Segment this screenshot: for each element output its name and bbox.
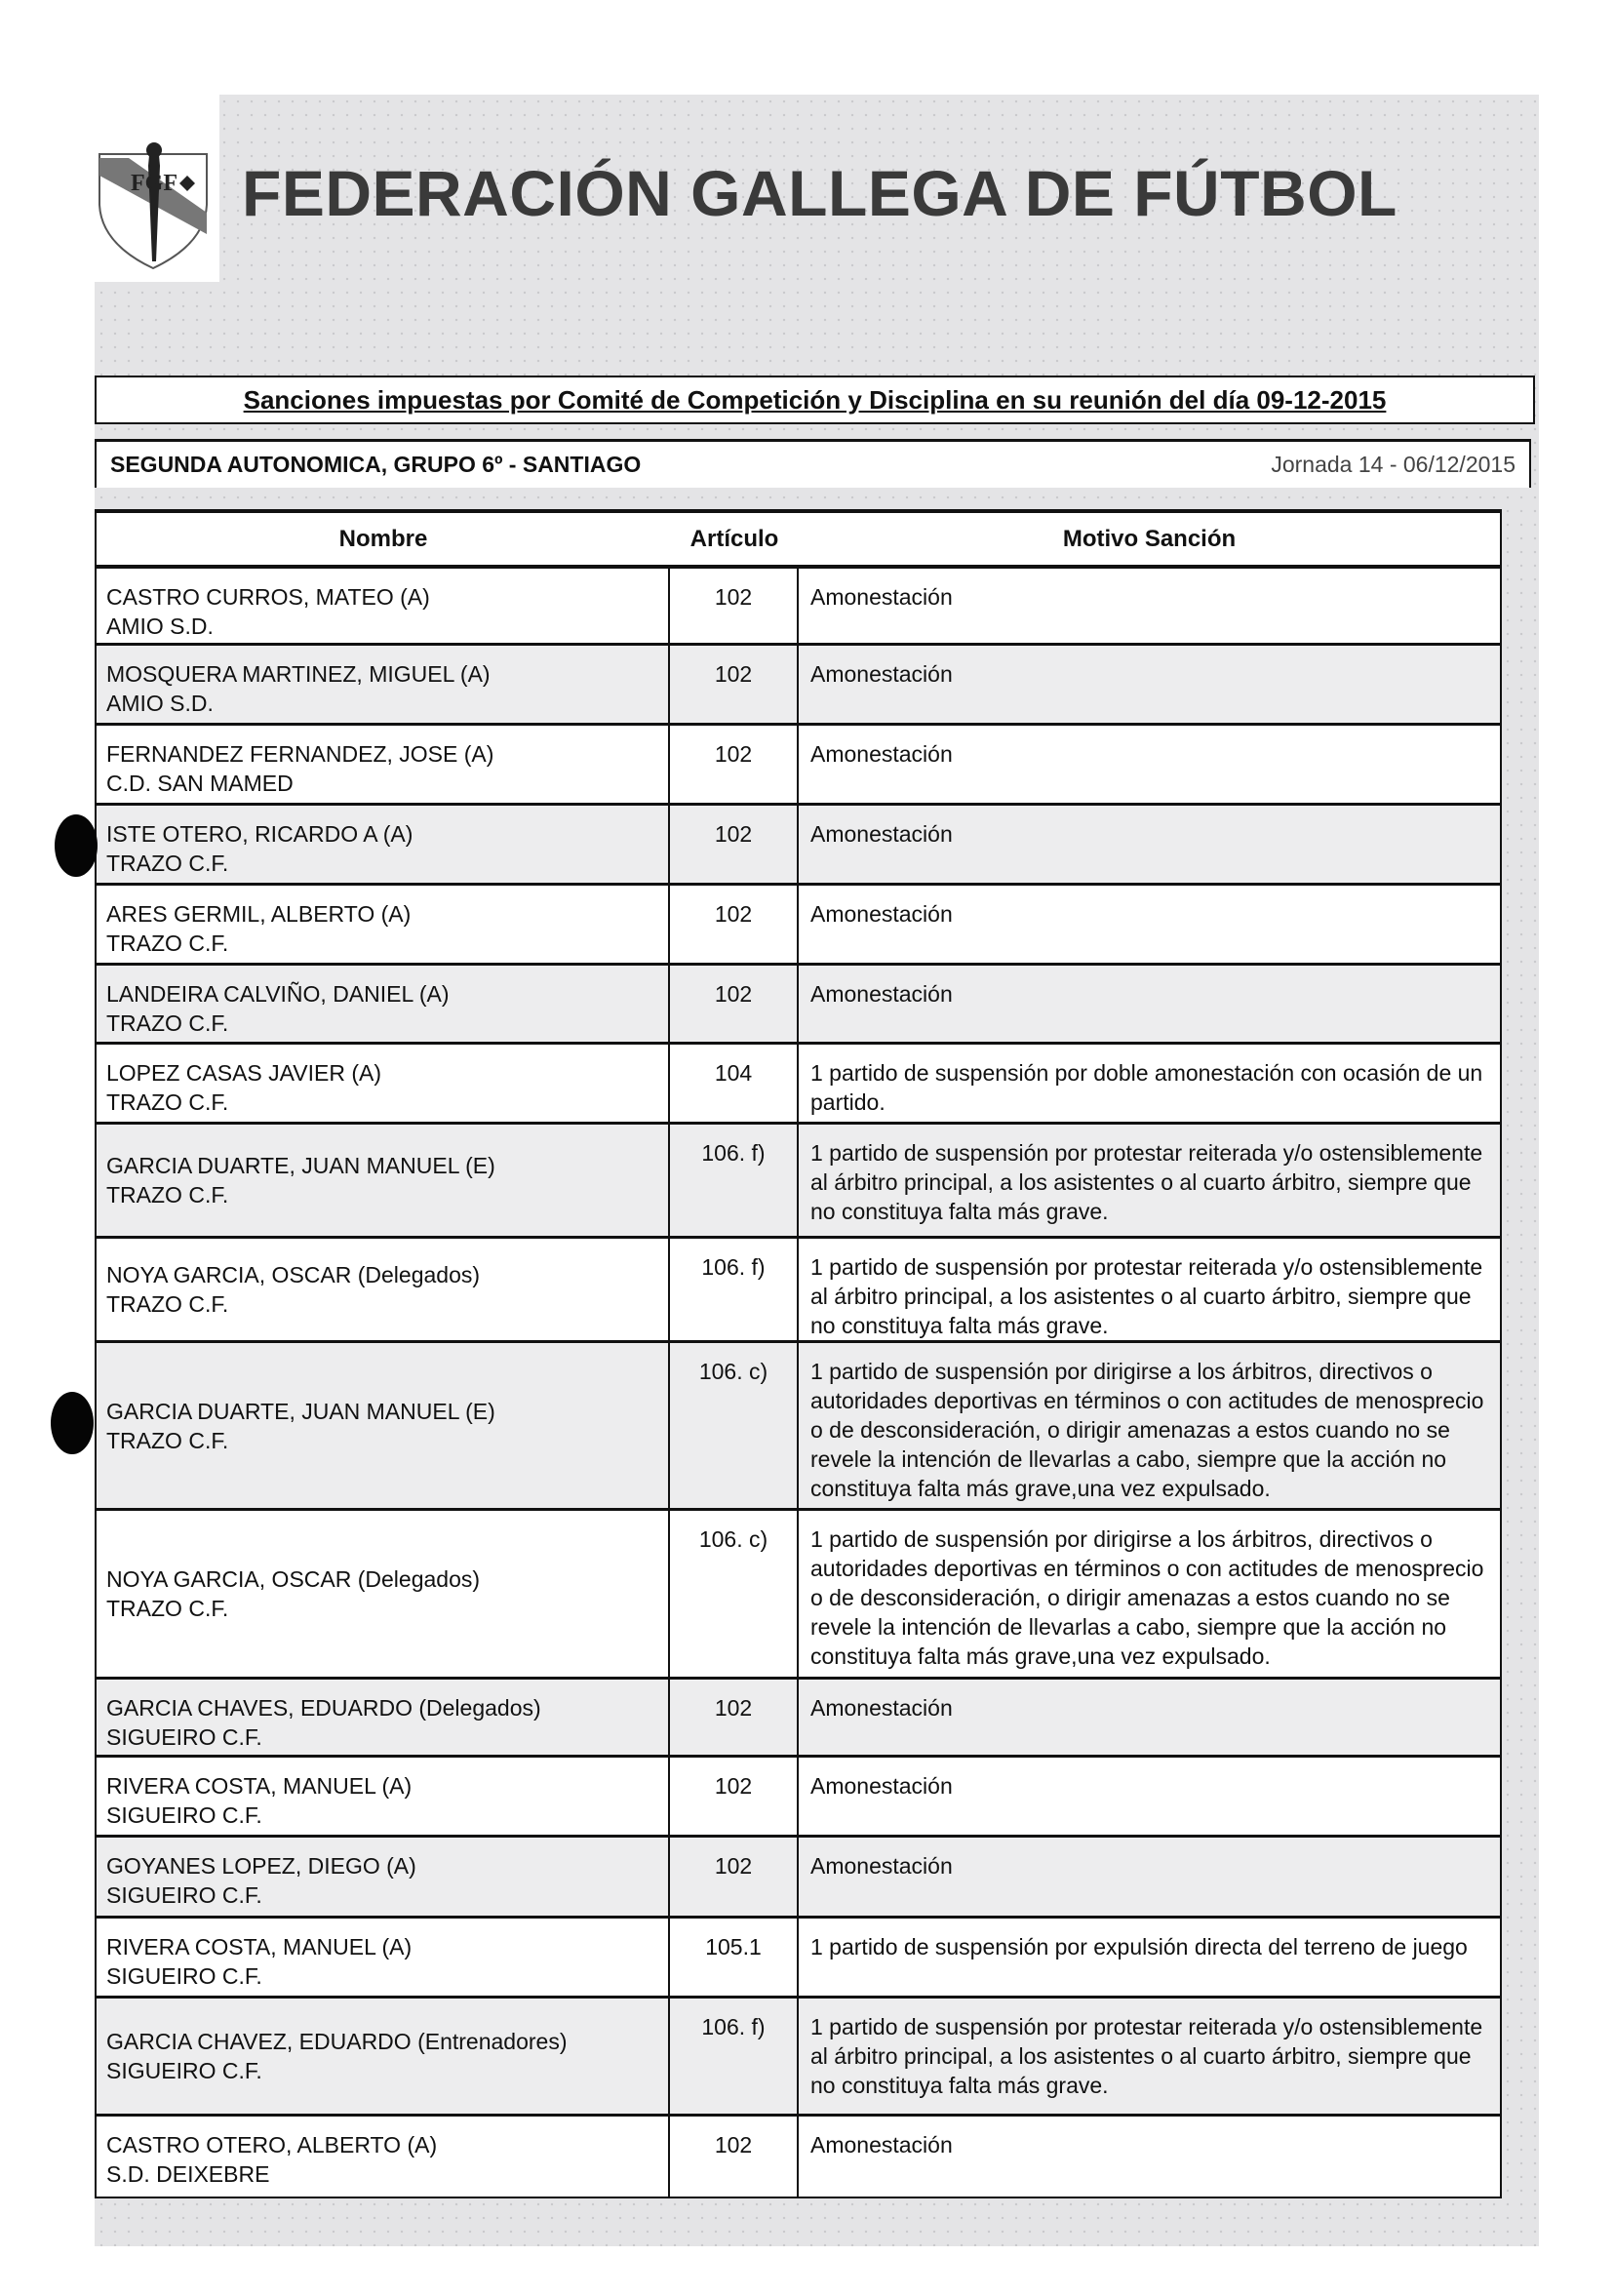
punch-hole <box>55 814 98 877</box>
reason-cell: Amonestación <box>810 741 953 767</box>
club-name: C.D. SAN MAMED <box>106 771 294 796</box>
reason-cell: Amonestación <box>810 821 953 847</box>
jornada-date: Jornada 14 - 06/12/2015 <box>1271 452 1516 477</box>
article-cell: 106. f) <box>670 1239 799 1340</box>
reason-cell: 1 partido de suspensión por expulsión directa del terreno de juego <box>810 1934 1468 1960</box>
article-cell: 102 <box>670 1680 799 1755</box>
person-name: ISTE OTERO, RICARDO A (A) <box>106 821 413 847</box>
club-name: TRAZO C.F. <box>106 1010 229 1036</box>
table-row <box>97 1680 1500 1758</box>
table-row <box>97 1239 1500 1343</box>
name-cell <box>97 1343 670 1508</box>
club-name: TRAZO C.F. <box>106 1182 229 1207</box>
table-row <box>97 569 1500 646</box>
table-row <box>97 1758 1500 1838</box>
table-row <box>97 646 1500 726</box>
article-cell: 105.1 <box>670 1919 799 1996</box>
name-cell <box>97 726 670 803</box>
name-cell <box>97 1239 670 1340</box>
punch-hole <box>51 1392 94 1454</box>
table-row <box>97 966 1500 1045</box>
name-cell <box>97 1045 670 1122</box>
table-row <box>97 1125 1500 1239</box>
name-cell <box>97 1758 670 1835</box>
person-name: GARCIA DUARTE, JUAN MANUEL (E) <box>106 1398 495 1424</box>
svg-text:FGF: FGF <box>131 171 177 196</box>
table-row <box>97 2117 1500 2197</box>
club-name: TRAZO C.F. <box>106 1089 229 1115</box>
club-name: AMIO S.D. <box>106 691 214 716</box>
reason-cell: Amonestación <box>810 661 953 687</box>
column-header-nombre: Nombre <box>338 525 428 552</box>
person-name: GARCIA DUARTE, JUAN MANUEL (E) <box>106 1153 495 1178</box>
article-cell: 104 <box>670 1045 799 1122</box>
reason-cell: 1 partido de suspensión por dirigirse a los árbitros, directivos o autoridades deportivas en términos o con actitudes de menosprecio o de desconsideración, o dirigir amenazas a estos cuando no se revele la intención de llevarlas a cabo, siempre que la acción no constituya falta más grave,una vez expulsado. <box>810 1526 1484 1669</box>
person-name: LOPEZ CASAS JAVIER (A) <box>106 1060 382 1086</box>
article-cell: 102 <box>670 886 799 963</box>
reason-cell: Amonestación <box>810 1773 953 1799</box>
article-cell: 102 <box>670 2117 799 2197</box>
person-name: NOYA GARCIA, OSCAR (Delegados) <box>106 1566 481 1592</box>
club-name: TRAZO C.F. <box>106 1427 229 1453</box>
person-name: CASTRO OTERO, ALBERTO (A) <box>106 2132 438 2157</box>
name-cell <box>97 646 670 723</box>
article-cell: 106. f) <box>670 1999 799 2114</box>
name-cell <box>97 1511 670 1677</box>
document-title-box <box>95 376 1535 424</box>
name-cell <box>97 1680 670 1755</box>
name-cell <box>97 1838 670 1916</box>
person-name: FERNANDEZ FERNANDEZ, JOSE (A) <box>106 741 494 767</box>
competition-group-bar <box>95 439 1531 488</box>
reason-cell: 1 partido de suspensión por doble amonestación con ocasión de un partido. <box>810 1060 1483 1115</box>
table-row <box>97 1838 1500 1919</box>
person-name: GARCIA CHAVEZ, EDUARDO (Entrenadores) <box>106 2029 568 2054</box>
person-name: RIVERA COSTA, MANUEL (A) <box>106 1773 413 1799</box>
column-header-motivo: Motivo Sanción <box>1062 525 1237 552</box>
article-cell: 102 <box>670 726 799 803</box>
club-name: SIGUEIRO C.F. <box>106 1724 262 1750</box>
column-header-articulo: Artículo <box>689 525 779 552</box>
name-cell <box>97 966 670 1042</box>
article-cell: 102 <box>670 1838 799 1916</box>
competition-group: SEGUNDA AUTONOMICA, GRUPO 6º - SANTIAGO <box>110 452 642 477</box>
article-cell: 102 <box>670 1758 799 1835</box>
reason-cell: 1 partido de suspensión por dirigirse a los árbitros, directivos o autoridades deportivas en términos o con actitudes de menosprecio o de desconsideración, o dirigir amenazas a estos cuando no se revele la intención de llevarlas a cabo, siempre que la acción no constituya falta más grave,una vez expulsado. <box>810 1359 1484 1501</box>
reason-cell: 1 partido de suspensión por protestar reiterada y/o ostensiblemente al árbitro principal, a los asistentes o al cuarto árbitro, siempre que no constituya falta más grave. <box>810 2014 1483 2098</box>
name-cell <box>97 806 670 883</box>
person-name: GARCIA CHAVES, EDUARDO (Delegados) <box>106 1695 541 1721</box>
person-name: ARES GERMIL, ALBERTO (A) <box>106 901 412 927</box>
table-row <box>97 806 1500 886</box>
name-cell <box>97 1999 670 2114</box>
table-row <box>97 1343 1500 1511</box>
person-name: CASTRO CURROS, MATEO (A) <box>106 584 430 610</box>
table-header <box>97 513 1500 569</box>
article-cell: 102 <box>670 569 799 643</box>
table-row <box>97 1045 1500 1125</box>
reason-cell: 1 partido de suspensión por protestar reiterada y/o ostensiblemente al árbitro principal, a los asistentes o al cuarto árbitro, siempre que no constituya falta más grave. <box>810 1140 1483 1224</box>
article-cell: 106. c) <box>670 1343 799 1508</box>
person-name: GOYANES LOPEZ, DIEGO (A) <box>106 1853 416 1879</box>
person-name: RIVERA COSTA, MANUEL (A) <box>106 1934 413 1960</box>
club-name: SIGUEIRO C.F. <box>106 2058 262 2083</box>
reason-cell: Amonestación <box>810 901 953 927</box>
name-cell <box>97 2117 670 2197</box>
name-cell <box>97 569 670 643</box>
name-cell <box>97 886 670 963</box>
club-name: TRAZO C.F. <box>106 851 229 876</box>
table-row <box>97 1999 1500 2117</box>
club-name: TRAZO C.F. <box>106 1596 229 1621</box>
club-name: TRAZO C.F. <box>106 1291 229 1317</box>
reason-cell: 1 partido de suspensión por protestar reiterada y/o ostensiblemente al árbitro principal, a los asistentes o al cuarto árbitro, siempre que no constituya falta más grave. <box>810 1254 1483 1338</box>
table-row <box>97 726 1500 806</box>
article-cell: 106. f) <box>670 1125 799 1236</box>
article-cell: 102 <box>670 806 799 883</box>
person-name: MOSQUERA MARTINEZ, MIGUEL (A) <box>106 661 491 687</box>
table-row <box>97 1919 1500 1999</box>
club-name: TRAZO C.F. <box>106 930 229 956</box>
article-cell: 102 <box>670 646 799 723</box>
table-row <box>97 1511 1500 1680</box>
fgf-shield-logo-icon <box>90 137 217 273</box>
article-cell: 106. c) <box>670 1511 799 1677</box>
person-name: NOYA GARCIA, OSCAR (Delegados) <box>106 1262 481 1287</box>
club-name: AMIO S.D. <box>106 614 214 639</box>
club-name: SIGUEIRO C.F. <box>106 1802 262 1828</box>
table-row <box>97 886 1500 966</box>
document-title: Sanciones impuestas por Comité de Competición y Disciplina en su reunión del día 09-12-2015 <box>243 384 1387 415</box>
organization-title: FEDERACIÓN GALLEGA DE FÚTBOL <box>242 157 1397 229</box>
person-name: LANDEIRA CALVIÑO, DANIEL (A) <box>106 981 450 1007</box>
reason-cell: Amonestación <box>810 584 953 610</box>
reason-cell: Amonestación <box>810 2132 953 2157</box>
article-cell: 102 <box>670 966 799 1042</box>
club-name: SIGUEIRO C.F. <box>106 1963 262 1989</box>
reason-cell: Amonestación <box>810 981 953 1007</box>
club-name: SIGUEIRO C.F. <box>106 1882 262 1908</box>
name-cell <box>97 1125 670 1236</box>
sanctions-table <box>95 509 1502 2198</box>
reason-cell: Amonestación <box>810 1853 953 1879</box>
name-cell <box>97 1919 670 1996</box>
reason-cell: Amonestación <box>810 1695 953 1721</box>
club-name: S.D. DEIXEBRE <box>106 2161 270 2187</box>
